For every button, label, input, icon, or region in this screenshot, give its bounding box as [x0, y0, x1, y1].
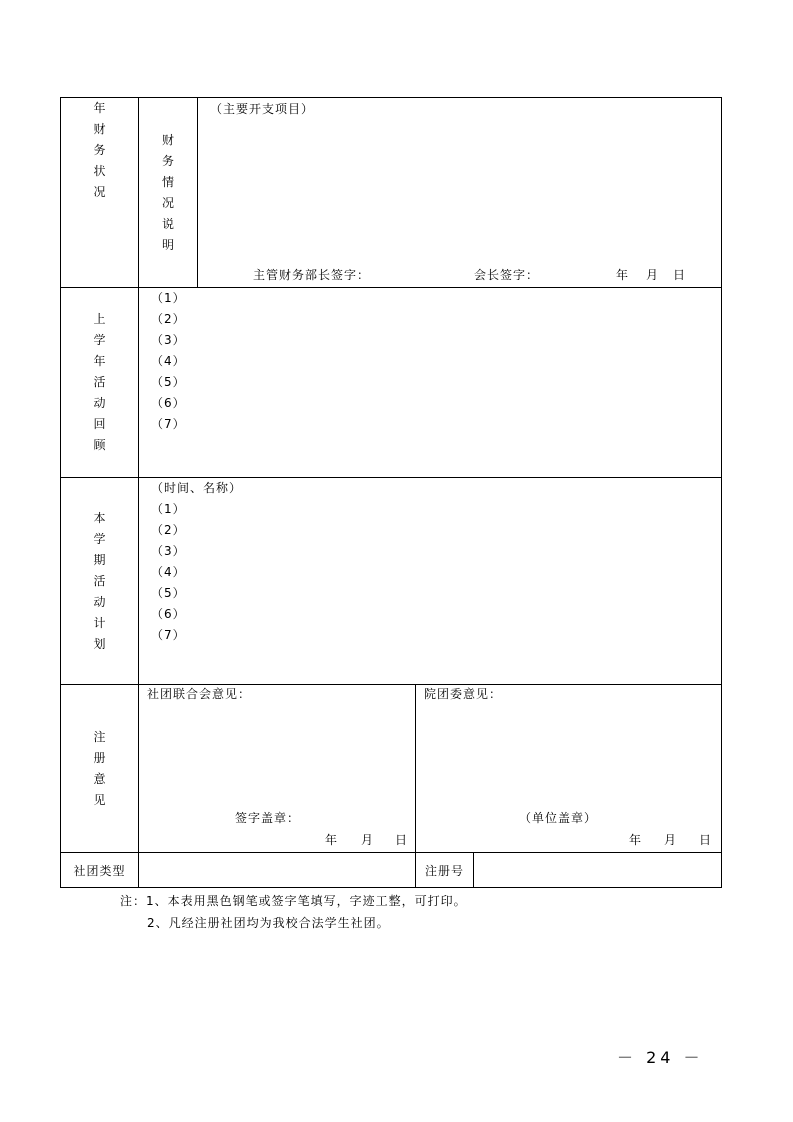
list-item: （7） — [151, 628, 186, 642]
registration-label: 注册意见 — [93, 729, 106, 807]
this-term-label-cell — [61, 478, 139, 685]
committee-date-day: 日 — [699, 833, 713, 847]
list-item: （3） — [151, 333, 186, 347]
finance-row — [61, 98, 722, 288]
union-date-day: 日 — [395, 833, 409, 847]
this-term-heading: （时间、名称） — [151, 481, 243, 495]
finance-outer-label: 年财务状况 — [93, 101, 106, 199]
last-term-label-cell — [61, 288, 139, 478]
registration-number-field[interactable] — [474, 853, 722, 888]
committee-opinion-cell[interactable] — [416, 685, 722, 853]
list-item: （1） — [151, 291, 186, 305]
president-sign-label: 会长签字： — [474, 268, 540, 282]
registration-form-table — [60, 97, 722, 888]
committee-date-year: 年 — [629, 833, 643, 847]
note-line-2: 2、凡经注册社团均为我校合法学生社团。 — [147, 916, 390, 930]
this-term-content-cell[interactable] — [139, 478, 722, 685]
date-day: 日 — [673, 268, 687, 282]
committee-date-month: 月 — [664, 833, 678, 847]
finance-sign-line — [198, 266, 721, 282]
committee-seal-label: （单位盖章） — [519, 811, 598, 825]
committee-opinion-title: 院团委意见： — [424, 687, 503, 701]
list-item: （3） — [151, 544, 186, 558]
list-item: （4） — [151, 565, 186, 579]
list-item: （2） — [151, 523, 186, 537]
last-term-content-cell[interactable] — [139, 288, 722, 478]
club-type-label: 社团类型 — [61, 853, 139, 888]
date-month: 月 — [646, 268, 660, 282]
bottom-row — [61, 853, 722, 888]
list-item: （5） — [151, 586, 186, 600]
list-item: （1） — [151, 502, 186, 516]
this-term-row — [61, 478, 722, 685]
list-item: （2） — [151, 312, 186, 326]
last-term-label: 上学年活动回顾 — [93, 312, 106, 452]
finance-sign-label: 主管财务部长签字： — [253, 268, 371, 282]
list-item: （6） — [151, 396, 186, 410]
finance-heading: （主要开支项目） — [210, 102, 315, 116]
this-term-label: 本学期活动计划 — [93, 510, 106, 651]
page-number: － 24 － — [617, 1048, 704, 1067]
finance-content-cell[interactable] — [198, 98, 722, 288]
list-item: （7） — [151, 417, 186, 431]
registration-label-cell — [61, 685, 139, 853]
union-opinion-cell[interactable] — [139, 685, 416, 853]
union-date-month: 月 — [361, 833, 375, 847]
union-opinion-title: 社团联合会意见： — [147, 687, 252, 701]
club-type-field[interactable] — [139, 853, 416, 888]
list-item: （5） — [151, 375, 186, 389]
union-date-year: 年 — [325, 833, 339, 847]
date-year: 年 — [616, 268, 630, 282]
notes — [120, 890, 467, 934]
note-line-1: 注：1、本表用黑色钢笔或签字笔填写，字迹工整，可打印。 — [120, 894, 467, 908]
last-term-row — [61, 288, 722, 478]
registration-row — [61, 685, 722, 853]
finance-outer-label-cell — [61, 98, 139, 288]
finance-inner-label: 财务情况说明 — [161, 132, 174, 252]
finance-inner-label-cell — [139, 98, 198, 288]
list-item: （4） — [151, 354, 186, 368]
list-item: （6） — [151, 607, 186, 621]
union-sign-label: 签字盖章： — [235, 811, 301, 825]
registration-number-label: 注册号 — [416, 853, 474, 888]
